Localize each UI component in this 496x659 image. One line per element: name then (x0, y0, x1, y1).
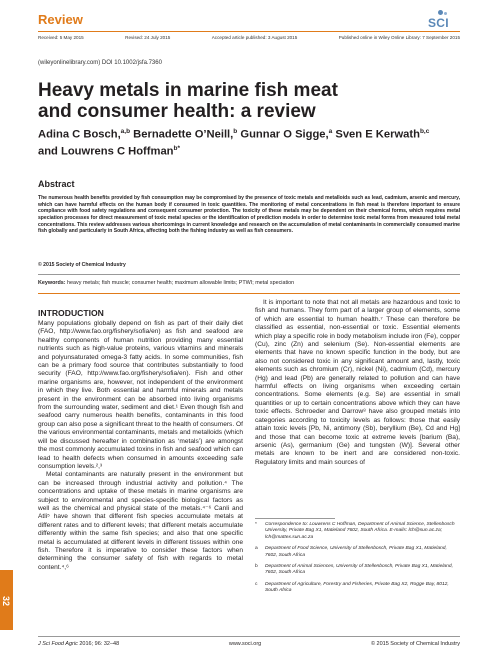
journal-name: J Sci Food Agric (38, 641, 78, 647)
header-rule (38, 31, 460, 32)
accepted-date: Accepted article published: 3 August 2015 (211, 35, 298, 40)
page-footer (38, 641, 460, 647)
author-affiliation: b* (173, 144, 180, 152)
intro-paragraph-2: Metal contaminants are naturally present in the environment but can be increased through industrial activity and pollution.⁴ The concentrations and uptake of these metals in marine organisms are subject to environmental and species-specific biological factors as well as the chemical and physical state of the metals.⁴⁻⁶ Canli and Atli⁵ have shown that different fish species accumulate metals at different rates and to different levels; that different metals accumulate differently within the same fish species; and also that one specific metal is accumulated at different levels in different tissues within one fish. Therefore it is imperative to consider these factors when determining the consumer safety of fish with regards to metal content.⁴,⁶ (38, 471, 243, 571)
footnote-rule (255, 518, 335, 519)
logo-text: SCI (428, 16, 449, 30)
author-name: Adina C Bosch, (38, 128, 121, 141)
footer-rule (38, 636, 460, 637)
sci-logo (424, 9, 460, 31)
logo-dot-small-icon (444, 12, 447, 15)
footnote-mark: b (255, 564, 258, 570)
footer-site[interactable]: www.soci.org (228, 641, 262, 647)
article-dates (38, 35, 460, 40)
title-line-2: and consumer health: a review (38, 101, 316, 122)
footnote-item (255, 546, 460, 559)
introduction-heading: INTRODUCTION (38, 308, 104, 318)
page-number: 32 (1, 595, 11, 606)
author-name: Gunnar O Sigge, (237, 128, 329, 141)
author-name: and Louwrens C Hoffman (38, 145, 174, 158)
footnote-item (255, 522, 460, 541)
footnote-item (255, 582, 460, 595)
received-date: Received: 5 May 2015 (38, 35, 84, 40)
footnote-mark: * (255, 522, 257, 527)
footnote-text: Department of Food Science, University of Stellenbosch, Private Bag X1, Matieland, 7602, South Africa (265, 546, 447, 558)
abstract-copyright: © 2015 Society of Chemical Industry (38, 262, 126, 268)
author-affiliation: a,b (120, 128, 131, 135)
footnote-mark: c (255, 581, 258, 587)
footer-citation (38, 641, 119, 647)
abstract-heading: Abstract (38, 179, 75, 189)
footnote-text: Department of Agriculture, Forestry and Fisheries, Private Bag X2, Rogge Bay, 8012, South Africa (265, 581, 449, 594)
keywords-line (38, 280, 294, 286)
keywords-rule-bottom (38, 293, 460, 294)
published-date: Published online in Wiley Online Library: 7 September 2015 (338, 35, 460, 40)
author-name: Bernadette O’Neill, (130, 128, 234, 141)
section-label: Review (38, 12, 83, 27)
intro-paragraph-3: It is important to note that not all metals are hazardous and toxic to fish and humans. They form part of a larger group of elements, some of which are essential to human health.⁷ These can therefore be classified as essential, non-essential or toxic. Essential elements which play a specific role in body metabolism include iron (Fe), copper (Cu), zinc (Zn) and selenium (Se). Non-essential elements are elements that have no known specific function in the body, but are also not considered toxic in any significant amount and, lastly, toxic elements such as chromium (Cr), nickel (Ni), cadmium (Cd), mercury (Hg) and lead (Pb) are generally related to pollution and can have harmful effects on living organisms when exceeding certain concentrations. Some elements (e.g. Se) are essential in small quantities or up to certain concentrations above which they can have toxic effects. Schroeder and Darrow⁸ have also grouped metals into categories according to toxicity levels as follows: those that easily attain toxic levels [Pb, Ni, antimony (Sb), beryllium (Be), Cd and Hg] and those that can become toxic at extreme levels [barium (Ba), arsenic (As), germanium (Ge) and tungsten (W)]. Several other metals are known to be inert and are considered non-toxic. Regulatory limits and main sources of (255, 299, 460, 466)
right-column (255, 299, 460, 467)
abstract-text: The numerous health benefits provided by fish consumption may be compromised by the presence of toxic metals and metalloids such as lead, cadmium, arsenic and mercury, which can have harmful effects on the human body if consumed in toxic quantities. The monitoring of metal concentrations in fish meat is therefore important to ensure compliance with food safety regulations and consequent consumer protection. The toxicity of these metals may be dependent on their chemical forms, which requires metal speciation processes for direct measurement of toxic metal species or the identification of prediction models in order to determine toxic metal forms from measured total metal concentrations. This review addresses various shortcomings in current knowledge and research on the accumulation of metal contaminants in commercially consumed marine fish globally and particularly in South Africa, affecting both the fishing industry as well as fish consumers. (38, 195, 460, 235)
footnotes (255, 522, 460, 600)
journal-volume: 2016; 96: 32–48 (77, 641, 120, 647)
author-name: Sven E Kerwath (332, 128, 420, 141)
author-list (38, 125, 460, 158)
doi-line[interactable]: (wileyonlinelibrary.com) DOI 10.1002/jsfa.7360 (38, 60, 162, 66)
logo-dot-icon (438, 10, 443, 15)
footnote-text: Department of Animal Sciences, University of Stellenbosch, Private Bag X1, Matieland, 7602, South Africa (265, 564, 453, 576)
footnote-text: Correspondence to: Louwrens C Hoffman, Department of Animal Science, Stellenbosch University, Private Bag X1, Matieland 7602, South Africa. E-mails: lch@sun.ac.za; lch@mattex.sun.ac.za (265, 522, 455, 540)
author-affiliation: b,c (419, 128, 430, 135)
revised-date: Revised: 24 July 2015 (125, 35, 171, 40)
author-affiliation: b (233, 128, 238, 135)
left-column (38, 320, 243, 572)
keywords-label: Keywords: (38, 280, 66, 286)
footer-copyright: © 2015 Society of Chemical Industry (370, 641, 460, 647)
author-affiliation: a (328, 128, 333, 135)
footnote-item (255, 564, 460, 577)
article-title (38, 80, 448, 122)
footnote-mark: a (255, 546, 258, 552)
intro-paragraph-1: Many populations globally depend on fish as part of their daily diet (FAO, http://www.fao.org/fishery/sofia/en) as fish and seafood are healthy components of human nutrition providing many essential nutrients such as high-value proteins, various vitamins and minerals and polyunsaturated omega-3 fatty acids. In some communities, fish can be a primary food source that contributes substantially to food security (FAO, http://www.fao.org/fishery/sofia/en). Fish and other marine organisms are, however, not independent of the environment in which they live. Both essential and harmful minerals and metals present in the environment can be absorbed into living organisms from the surrounding water, sediment and diet.¹ Even though fish and seafood carry numerous health benefits, contaminants in this food group can also pose a significant threat to the health of consumers. Of the various environmental contaminants, metals and metalloids (which will be discussed hereafter in combination as ‘metals’) are amongst the most commonly accumulated toxins in fish and seafood which can lead to health defects when consumed in amounts exceeding safe consumption levels.²,³ (38, 320, 243, 470)
keywords-rule-top (38, 274, 460, 275)
title-line-1: Heavy metals in marine fish meat (38, 80, 338, 101)
keywords-text: heavy metals; fish muscle; consumer health; maximum allowable limits; PTWI; metal speciation (65, 280, 295, 286)
